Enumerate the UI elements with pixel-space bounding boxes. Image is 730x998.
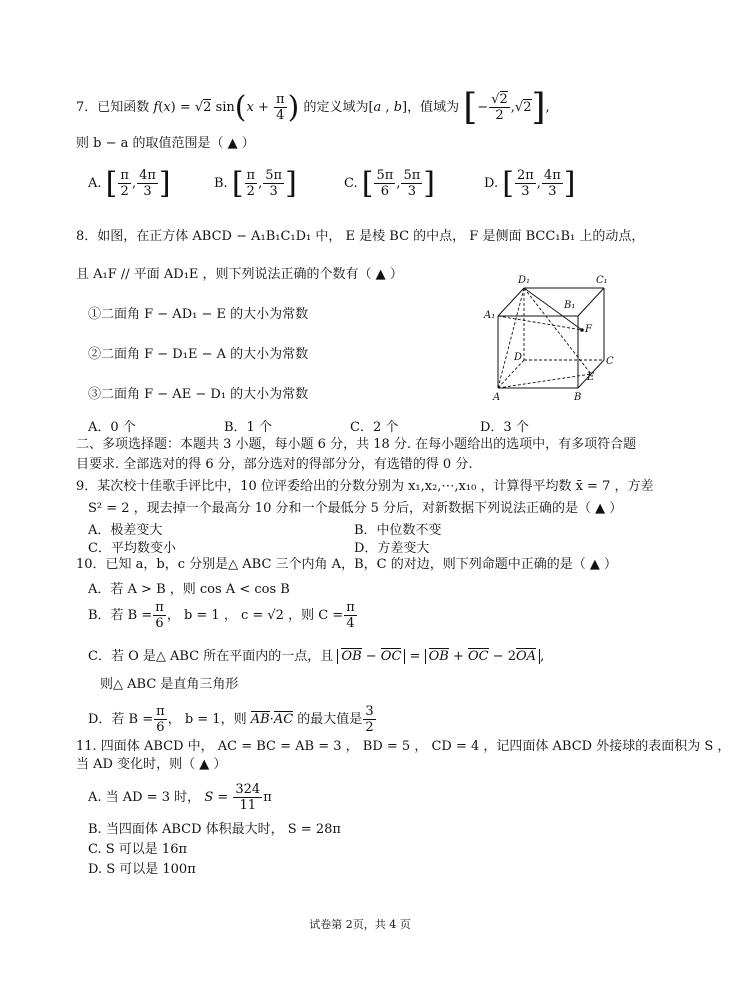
q9-option-d[interactable]: D．方差变大 [354, 541, 430, 556]
q10-line1: 10．已知 a，b，c 分别是△ ABC 三个内角 A，B，C 的对边，则下列命题中正确的是（ ▲ ） [76, 557, 617, 572]
q9-line1: 9．某次校十佳歌手评比中，10 位评委给出的分数分别为 x₁,x₂,⋯,x₁₀ ，计算得平均数 x̄ = 7 ，方差 [76, 479, 654, 494]
label-c: C [606, 356, 614, 367]
cube-figure [484, 272, 622, 403]
q10-option-c[interactable]: C．若 O 是△ ABC 所在平面内的一点，且 OB − OC = OB + OC − 2OA , [88, 649, 545, 664]
q8-statement-1: ①二面角 F − AD₁ − E 的大小为常数 [88, 307, 309, 322]
page-footer: 试卷第 2页，共 4 页 [309, 918, 411, 931]
q8-option-a[interactable]: A．0 个 [88, 420, 136, 435]
q11-option-b[interactable]: B. 当四面体 ABCD 体积最大时， S = 28π [88, 822, 341, 837]
q8-statement-3: ③二面角 F − AE − D₁ 的大小为常数 [88, 387, 309, 402]
label-e: E [587, 372, 595, 383]
q7-option-c[interactable]: C. [ $\frac{5\pi}{6}$ , $\frac{5\pi}{3}$ ] [344, 165, 435, 201]
label-a: A [493, 392, 501, 403]
q9-option-b[interactable]: B．中位数不变 [354, 523, 442, 538]
label-a1: A₁ [484, 310, 496, 321]
q7-option-b[interactable]: B. [ $\frac{\pi}{2}$ , $\frac{5\pi}{3}$ ] [214, 165, 297, 201]
label-d1: D₁ [518, 275, 531, 286]
q7-option-a[interactable]: A. [ $\frac{\pi}{2}$ , $\frac{4\pi}{3}$ ] [88, 165, 171, 201]
q11-option-d[interactable]: D. S 可以是 100π [88, 862, 196, 877]
q9-line2: S² = 2 ，现去掉一个最高分 10 分和一个最低分 5 分后，对新数据下列说法正确的是（ ▲ ） [88, 501, 623, 516]
q8-option-c[interactable]: C．2 个 [350, 420, 399, 435]
label-f: F [585, 324, 592, 335]
q7-line1: 7．已知函数 f(x) = √2 sin(x + $\frac{\pi}{4}$ ) 的定义域为[a , b]，值域为 [− $\frac{√2}{2}$ ,√2], [76, 86, 550, 128]
section2-heading-line2: 目要求. 全部选对的得 6 分，部分选对的得部分分，有选错的得 0 分. [76, 457, 473, 472]
label-b: B [574, 392, 582, 403]
q11-option-a[interactable]: A. 当 AD = 3 时， S = $\frac{324}{11}$ π [88, 782, 272, 813]
q11-line1: 11. 四面体 ABCD 中， AC = BC = AB = 3 ， BD = 5 ， CD = 4 ，记四面体 ABCD 外接球的表面积为 S ， [76, 739, 730, 754]
label-c1: C₁ [596, 275, 608, 286]
q10-option-c-cont: 则△ ABC 是直角三角形 [100, 677, 239, 692]
q11-line2: 当 AD 变化时，则（ ▲ ） [76, 757, 227, 772]
q8-line1: 8．如图，在正方体 ABCD − A₁B₁C₁D₁ 中， E 是棱 BC 的中点， F 是侧面 BCC₁B₁ 上的动点， [76, 229, 645, 244]
q10-option-b[interactable]: B．若 B = $\frac{\pi}{6}$ ， b = 1 ， c = √2 ，则 C = $\frac{\pi}{4}$ [88, 600, 355, 631]
q10-option-a[interactable]: A．若 A > B ，则 cos A < cos B [88, 582, 290, 597]
q9-option-a[interactable]: A．极差变大 [88, 523, 163, 538]
q8-option-b[interactable]: B．1 个 [224, 420, 272, 435]
q8-statement-2: ②二面角 F − D₁E − A 的大小为常数 [88, 347, 309, 362]
q11-option-c[interactable]: C. S 可以是 16π [88, 842, 188, 857]
q7-option-d[interactable]: D. [ $\frac{2\pi}{3}$ , $\frac{4\pi}{3}$ ] [484, 165, 576, 201]
q9-option-c[interactable]: C．平均数变小 [88, 541, 176, 556]
q10-option-d[interactable]: D．若 B = $\frac{\pi}{6}$ ， b = 1，则 AB·AC 的最大值是 $\frac{3}{2}$ [88, 704, 374, 735]
q8-option-d[interactable]: D．3 个 [480, 420, 529, 435]
section2-heading-line1: 二、多项选择题：本题共 3 小题，每小题 6 分，共 18 分. 在每小题给出的选项中，有多项符合题 [76, 437, 637, 452]
label-d: D [514, 352, 523, 363]
q7-line2: 则 b − a 的取值范围是（ ▲ ） [76, 136, 255, 151]
label-b1: B₁ [564, 300, 576, 311]
q8-line2: 且 A₁F // 平面 AD₁E ，则下列说法正确的个数有（ ▲ ） [76, 267, 403, 282]
